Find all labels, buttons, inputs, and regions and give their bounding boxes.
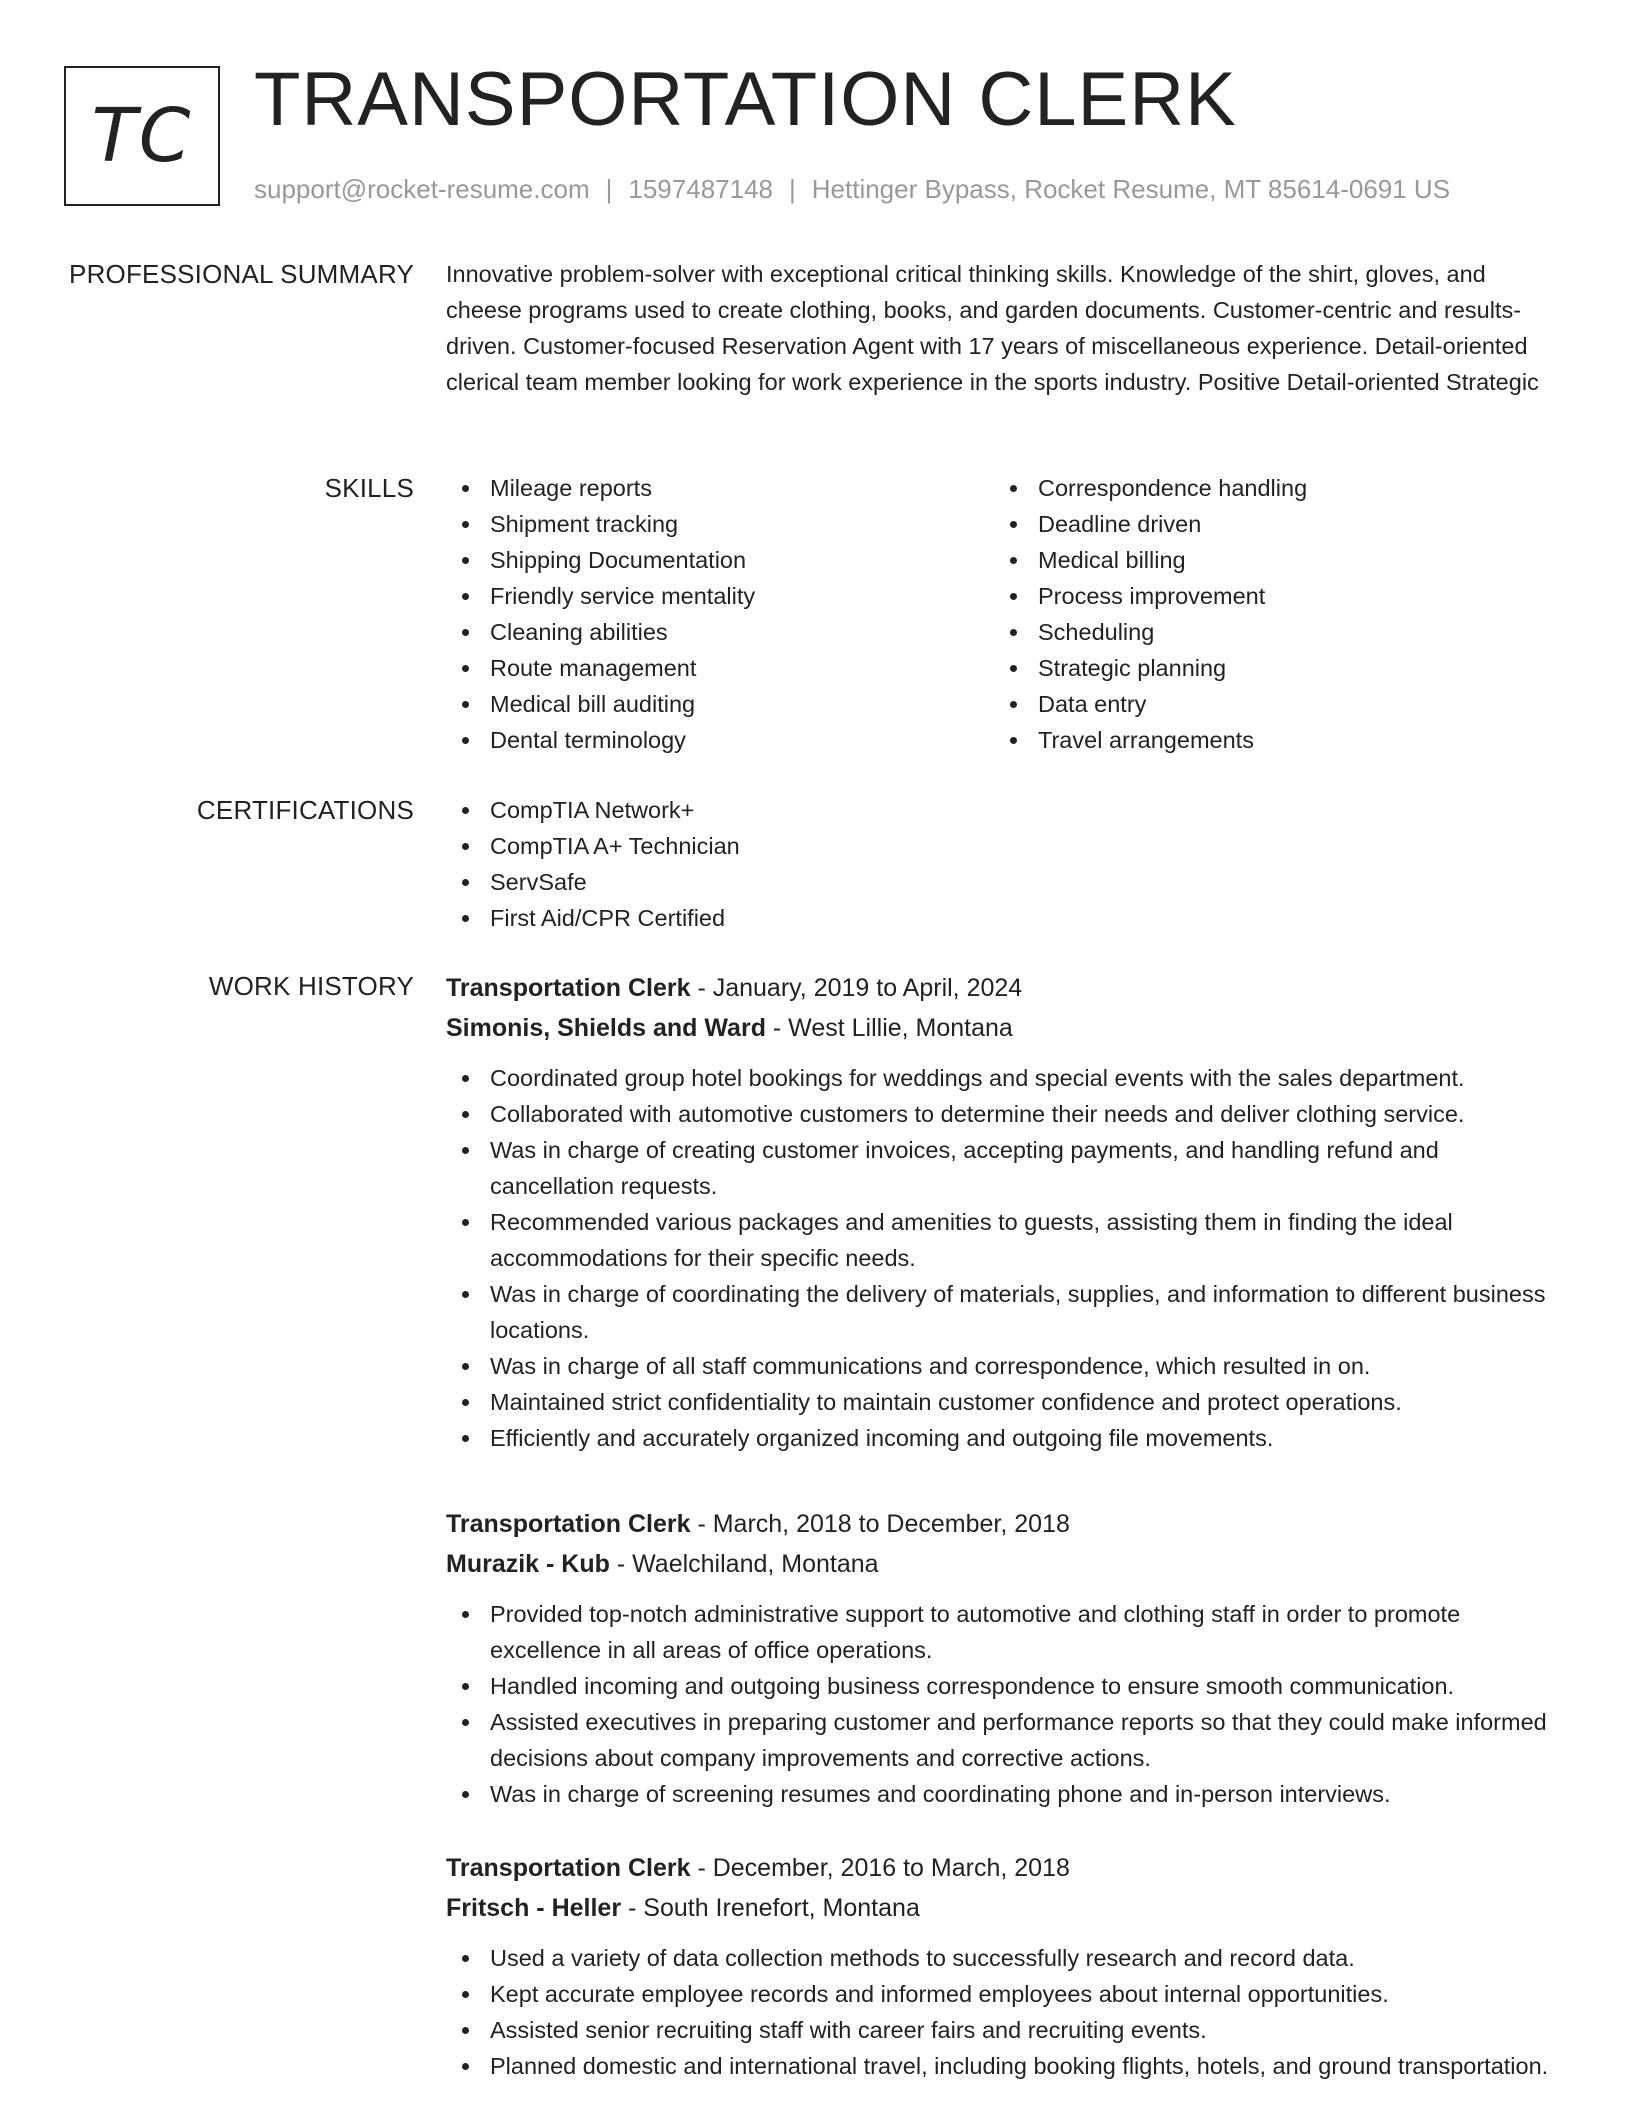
job-bullet: Assisted executives in preparing customer and performance reports so that they could make informed decisions about company improvements and corrective actions.: [446, 1704, 1556, 1776]
resume-title: TRANSPORTATION CLERK: [254, 57, 1237, 142]
job-title-line: [446, 968, 1556, 1008]
skill-item: Deadline driven: [994, 506, 1542, 542]
skill-item: Correspondence handling: [994, 470, 1542, 506]
monogram-initials: TC: [91, 93, 193, 179]
job-dates: - March, 2018 to December, 2018: [690, 1510, 1070, 1538]
job-bullets: [446, 1940, 1556, 2084]
job-company-line: [446, 1888, 1556, 1928]
job-entry: [446, 1504, 1556, 1812]
job-entry: [446, 968, 1556, 1456]
section-label-skills: SKILLS: [324, 473, 414, 503]
skill-item: Shipping Documentation: [446, 542, 994, 578]
certification-item: ServSafe: [446, 864, 1556, 900]
skill-item: Mileage reports: [446, 470, 994, 506]
job-bullet: Was in charge of screening resumes and coordinating phone and in-person interviews.: [446, 1776, 1556, 1812]
job-title: Transportation Clerk: [446, 974, 691, 1002]
job-bullet: Recommended various packages and amenities to guests, assisting them in finding the ideal accommodations for their specific needs.: [446, 1204, 1556, 1276]
skill-item: Data entry: [994, 686, 1542, 722]
work-history-body: [446, 968, 1556, 2084]
skills-columns: [446, 470, 1556, 758]
job-bullets: [446, 1060, 1556, 1456]
job-title: Transportation Clerk: [446, 1510, 691, 1538]
skill-item: Dental terminology: [446, 722, 994, 758]
job-entry: [446, 1848, 1556, 2084]
job-company: Fritsch - Heller: [446, 1894, 622, 1922]
job-bullet: Provided top-notch administrative support to automotive and clothing staff in order to promote excellence in all areas of office operations.: [446, 1596, 1556, 1668]
job-bullet: Was in charge of all staff communications and correspondence, which resulted in on.: [446, 1348, 1556, 1384]
skill-item: Medical billing: [994, 542, 1542, 578]
skill-item: Travel arrangements: [994, 722, 1542, 758]
job-bullet: Collaborated with automotive customers to determine their needs and deliver clothing service.: [446, 1096, 1556, 1132]
skill-item: Route management: [446, 650, 994, 686]
job-company: Simonis, Shields and Ward: [446, 1014, 766, 1042]
certification-item: CompTIA A+ Technician: [446, 828, 1556, 864]
skill-item: Shipment tracking: [446, 506, 994, 542]
job-title-line: [446, 1504, 1556, 1544]
job-bullet: Was in charge of coordinating the delivery of materials, supplies, and information to different business locations.: [446, 1276, 1556, 1348]
job-bullet: Maintained strict confidentiality to maintain customer confidence and protect operations.: [446, 1384, 1556, 1420]
job-bullet: Handled incoming and outgoing business correspondence to ensure smooth communication.: [446, 1668, 1556, 1704]
contact-address: Hettinger Bypass, Rocket Resume, MT 85614-0691 US: [811, 174, 1451, 204]
job-bullet: Efficiently and accurately organized incoming and outgoing file movements.: [446, 1420, 1556, 1456]
job-location: - West Lillie, Montana: [765, 1014, 1013, 1042]
job-bullets: [446, 1596, 1556, 1812]
summary-body: [446, 256, 1556, 400]
job-company: Murazik - Kub: [446, 1550, 610, 1578]
summary-text: Innovative problem-solver with exceptional critical thinking skills. Knowledge of the shirt, gloves, and cheese programs used to create clothing, books, and garden documents. Customer-centric and results-driven. Customer-focused Reservation Agent with 17 years of miscellaneous experience. Detail-oriented clerical team member looking for work experience in the sports industry. Positive Detail-oriented Strategic: [446, 261, 1539, 395]
job-bullet: Coordinated group hotel bookings for weddings and special events with the sales department.: [446, 1060, 1556, 1096]
job-bullet: Kept accurate employee records and informed employees about internal opportunities.: [446, 1976, 1556, 2012]
contact-separator: |: [789, 174, 796, 204]
skills-body: [446, 470, 1556, 758]
job-dates: - December, 2016 to March, 2018: [690, 1854, 1070, 1882]
section-label-certifications: CERTIFICATIONS: [196, 795, 414, 825]
certifications-body: [446, 792, 1556, 936]
skill-item: Process improvement: [994, 578, 1542, 614]
job-bullet: Assisted senior recruiting staff with career fairs and recruiting events.: [446, 2012, 1556, 2048]
skill-item: Cleaning abilities: [446, 614, 994, 650]
section-label-summary: PROFESSIONAL SUMMARY: [69, 259, 414, 289]
job-title-line: [446, 1848, 1556, 1888]
job-title: Transportation Clerk: [446, 1854, 691, 1882]
skill-item: Medical bill auditing: [446, 686, 994, 722]
job-dates: - January, 2019 to April, 2024: [690, 974, 1023, 1002]
contact-separator: |: [605, 174, 613, 204]
contact-phone: 1597487148: [628, 174, 773, 204]
contact-line: [254, 174, 1450, 205]
skill-item: Scheduling: [994, 614, 1542, 650]
certification-item: First Aid/CPR Certified: [446, 900, 1556, 936]
job-company-line: [446, 1008, 1556, 1048]
job-location: - South Irenefort, Montana: [621, 1894, 920, 1922]
job-bullet: Planned domestic and international travel, including booking flights, hotels, and ground transportation.: [446, 2048, 1556, 2084]
job-bullet: Was in charge of creating customer invoices, accepting payments, and handling refund and cancellation requests.: [446, 1132, 1556, 1204]
section-label-work-history: WORK HISTORY: [208, 971, 414, 1001]
job-bullet: Used a variety of data collection methods to successfully research and record data.: [446, 1940, 1556, 1976]
certifications-list: [446, 792, 1556, 936]
skill-item: Friendly service mentality: [446, 578, 994, 614]
job-company-line: [446, 1544, 1556, 1584]
job-location: - Waelchiland, Montana: [609, 1550, 879, 1578]
monogram-badge: [64, 66, 220, 206]
certification-item: CompTIA Network+: [446, 792, 1556, 828]
skills-list-right: [994, 470, 1542, 758]
skills-list-left: [446, 470, 994, 758]
skill-item: Strategic planning: [994, 650, 1542, 686]
contact-email: support@rocket-resume.com: [254, 174, 590, 204]
